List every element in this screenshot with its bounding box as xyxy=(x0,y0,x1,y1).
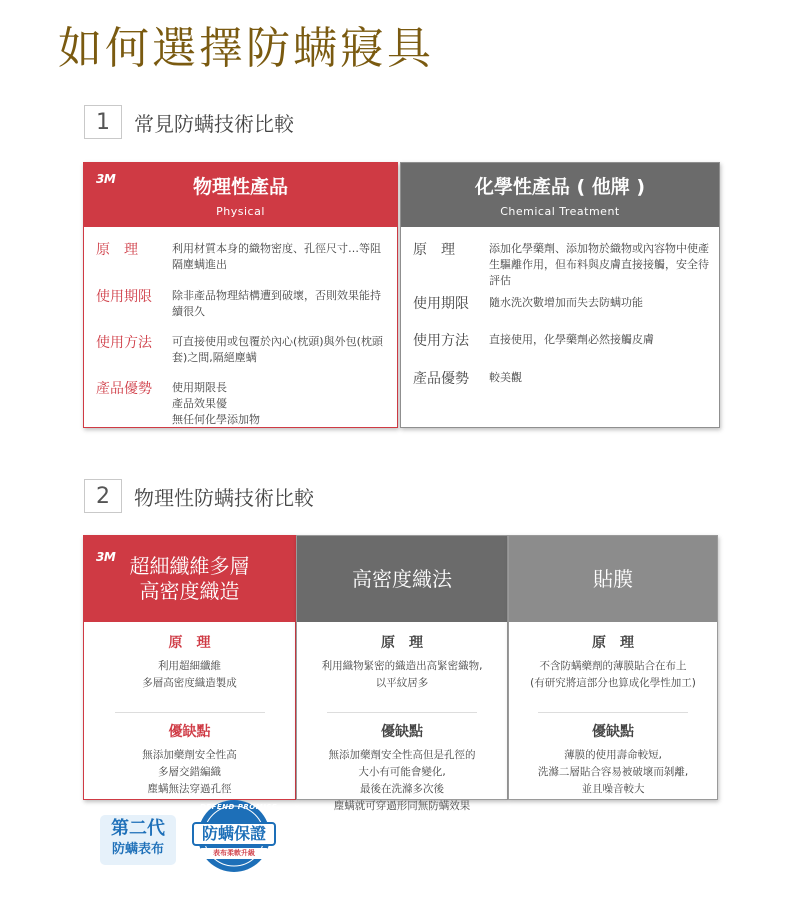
physical-row-lifespan xyxy=(96,288,389,334)
row-text: 隨水洗次數增加而失去防螨功能 xyxy=(489,296,643,309)
divider xyxy=(327,712,477,713)
high-density-title: 高密度織法 xyxy=(352,566,452,591)
row-text: 可直接使用或包覆於內心(枕頭)與外包(枕頭套)之間,隔絕塵螨 xyxy=(172,335,383,364)
principle-text: 利用織物緊密的織造出高緊密織物, 以平紋居多 xyxy=(321,660,483,689)
principle-text: 不含防螨藥劑的薄膜貼合在布上 (有研究將這部分也算成化學性加工) xyxy=(530,660,696,689)
chemical-row-advantage xyxy=(413,370,711,388)
divider xyxy=(115,712,265,713)
chemical-row-usage xyxy=(413,332,711,370)
section1-heading xyxy=(84,105,294,139)
second-gen-badge xyxy=(100,815,176,865)
row-label: 使用期限 xyxy=(96,289,152,305)
physical-product-subtitle: Physical xyxy=(216,205,265,218)
physical-row-advantage xyxy=(96,380,389,428)
microfiber-title-line1: 超細纖維多層 xyxy=(129,554,250,578)
section1-number: 1 xyxy=(84,105,122,139)
section2-title: 物理性防螨技術比較 xyxy=(134,485,314,510)
row-text: 除非產品物理結構遭到破壞，否則效果能持續很久 xyxy=(172,289,381,318)
principle-heading: 原 理 xyxy=(168,635,211,651)
chemical-row-principle xyxy=(413,241,711,295)
row-text: 較美觀 xyxy=(489,371,522,384)
page-title: 如何選擇防螨寢具 xyxy=(58,23,434,74)
physical-row-usage xyxy=(96,334,389,380)
film-title: 貼膜 xyxy=(593,566,633,591)
section2-number: 2 xyxy=(84,479,122,513)
row-label: 使用期限 xyxy=(413,296,469,312)
second-gen-badge-line2: 防螨表布 xyxy=(111,842,164,857)
defend-promise-sub: 表布柔軟升級 xyxy=(200,848,268,859)
microfiber-header xyxy=(84,536,295,622)
physical-product-title: 物理性產品 xyxy=(192,176,288,198)
3m-logo: 3M xyxy=(96,550,116,564)
film-card xyxy=(508,535,718,800)
row-text: 直接使用，化學藥劑必然接觸皮膚 xyxy=(489,333,654,346)
chemical-product-header xyxy=(401,163,719,227)
chemical-row-lifespan xyxy=(413,295,711,332)
pros-cons-heading: 優缺點 xyxy=(381,724,423,740)
microfiber-title-line2: 高密度織造 xyxy=(139,579,240,603)
chemical-product-subtitle: Chemical Treatment xyxy=(500,205,620,218)
chemical-product-title: 化學性產品 ( 他牌 ) xyxy=(474,176,646,198)
pros-cons-heading: 優缺點 xyxy=(168,724,211,740)
physical-product-card xyxy=(83,162,398,428)
section2-heading xyxy=(84,479,314,513)
principle-text: 利用超細纖維 多層高密度織造製成 xyxy=(142,660,237,689)
defend-promise-main: 防螨保證 xyxy=(192,822,276,846)
pros-cons-text: 薄膜的使用壽命較短, 洗滌二層貼合容易被破壞而剝離, 並且噪音較大 xyxy=(537,749,689,795)
second-gen-badge-line1: 第二代 xyxy=(111,818,165,839)
divider xyxy=(538,712,688,713)
physical-row-principle xyxy=(96,241,389,288)
principle-heading: 原 理 xyxy=(592,635,634,651)
row-label: 原 理 xyxy=(413,242,455,258)
row-text: 利用材質本身的織物密度、孔徑尺寸…等阻隔塵螨進出 xyxy=(172,242,381,271)
high-density-header xyxy=(297,536,507,622)
section1-title: 常見防螨技術比較 xyxy=(134,111,294,136)
defend-promise-ring: DEFEND PROMISE xyxy=(200,803,278,811)
row-label: 使用方法 xyxy=(413,333,469,349)
microfiber-card xyxy=(83,535,296,800)
row-text: 添加化學藥劑、添加物於織物或內容物中使產生驅離作用，但布料與皮膚直接接觸，安全待評估 xyxy=(489,242,709,287)
pros-cons-heading: 優缺點 xyxy=(592,724,634,740)
defend-promise-badge xyxy=(188,798,280,878)
row-text: 使用期限長 產品效果優 無任何化學添加物 xyxy=(172,381,260,426)
row-label: 使用方法 xyxy=(96,335,152,351)
row-label: 原 理 xyxy=(96,242,138,258)
principle-heading: 原 理 xyxy=(381,635,423,651)
3m-logo: 3M xyxy=(96,172,116,186)
physical-product-header xyxy=(84,163,397,227)
chemical-product-card xyxy=(400,162,720,428)
film-header xyxy=(509,536,717,622)
pros-cons-text: 無添加藥劑安全性高 多層交錯編織 塵螨無法穿過孔徑 xyxy=(142,749,237,795)
row-label: 產品優勢 xyxy=(96,381,152,397)
row-label: 產品優勢 xyxy=(413,371,469,387)
high-density-card xyxy=(296,535,508,812)
pros-cons-text: 無添加藥劑安全性高但是孔徑的 大小有可能會變化, 最後在洗滌多次後 塵螨就可穿過形同無防螨效果 xyxy=(328,749,476,812)
